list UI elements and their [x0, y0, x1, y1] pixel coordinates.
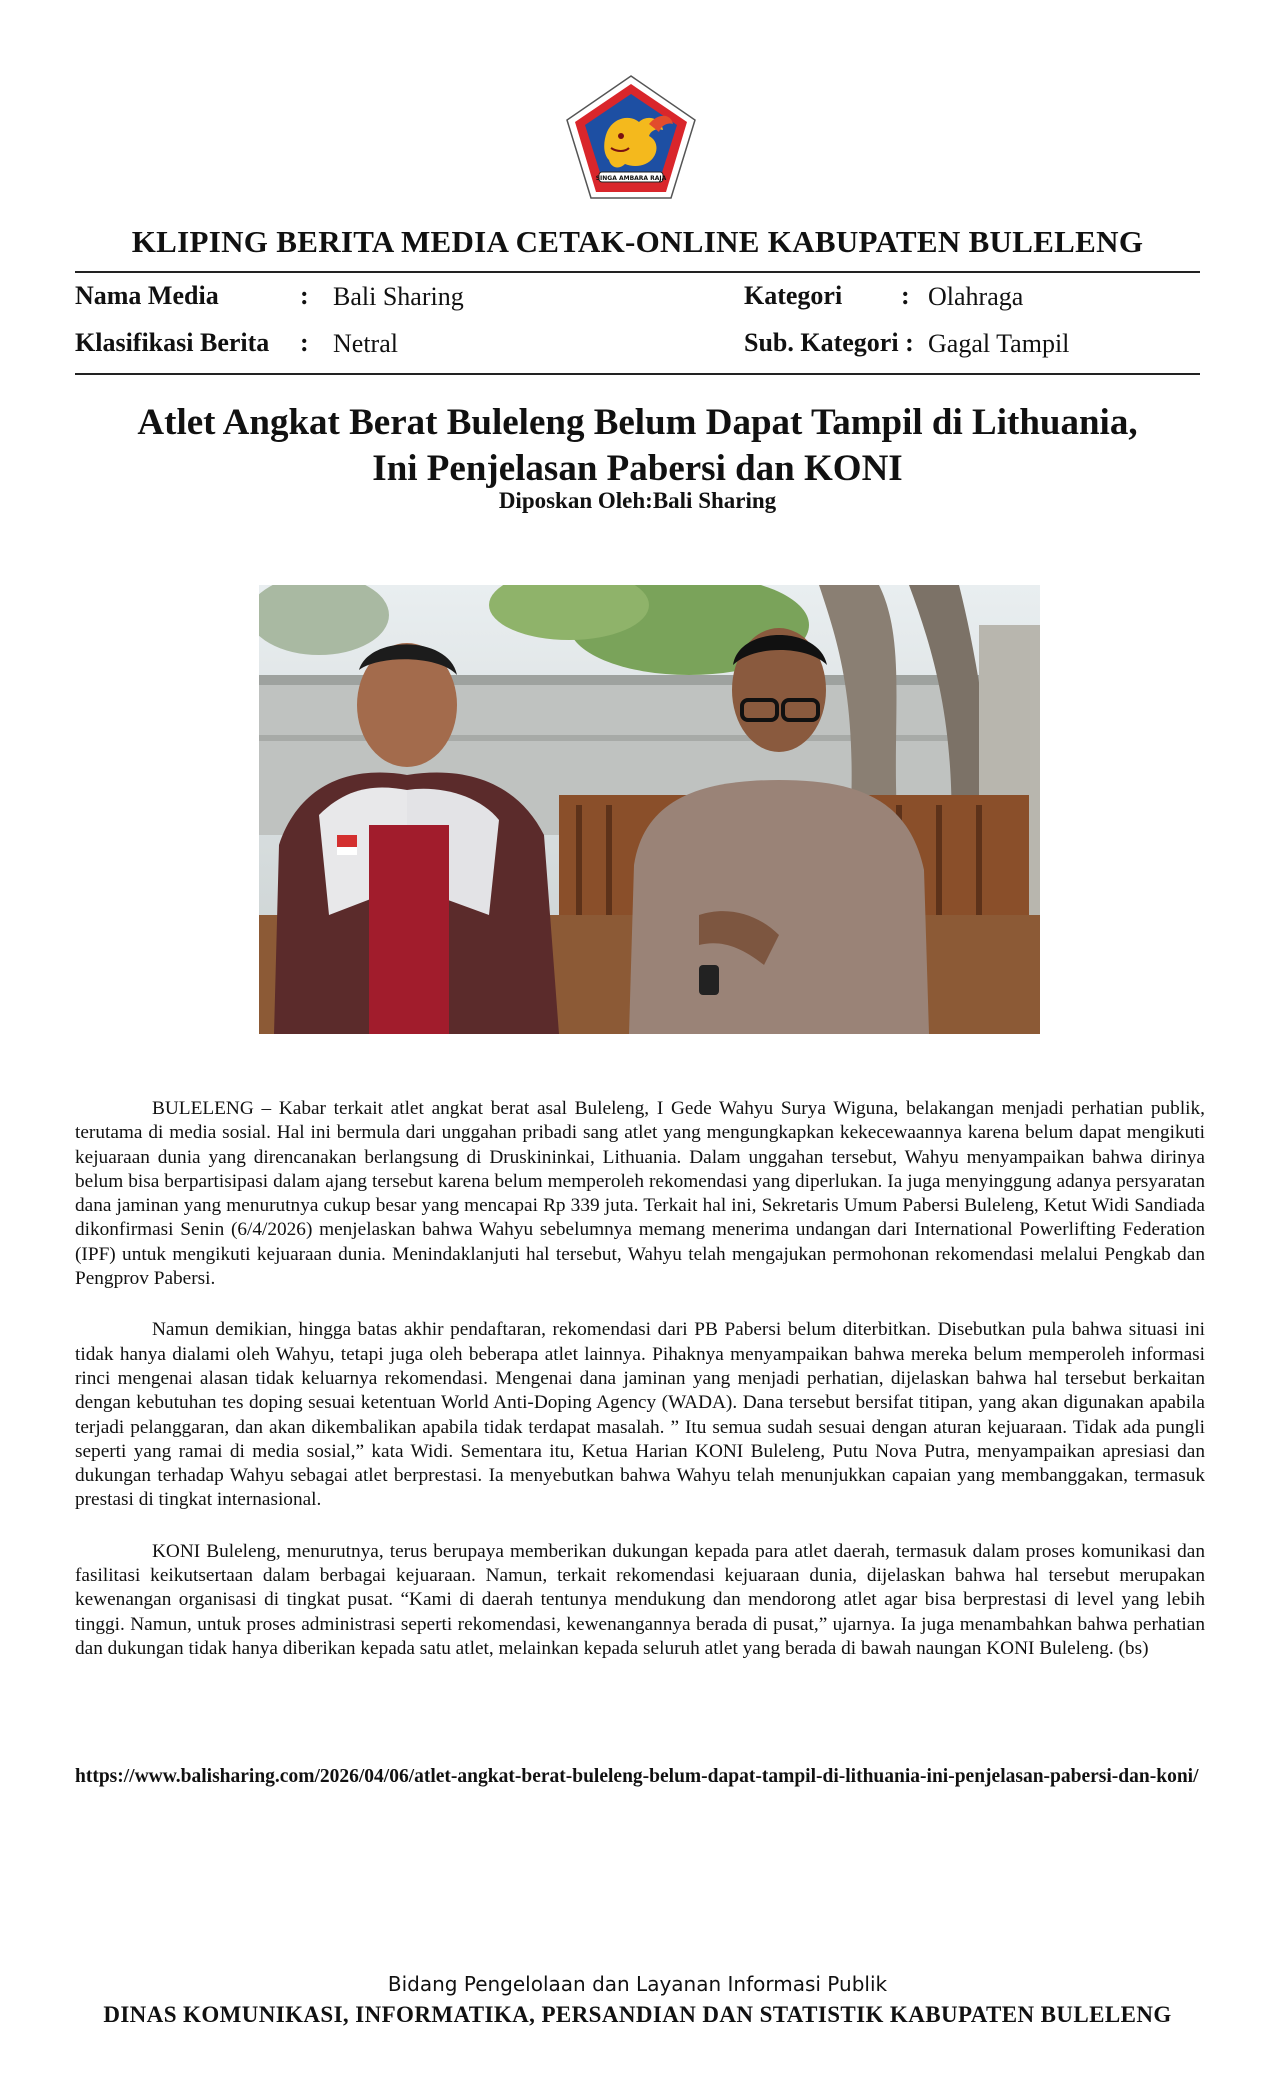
header-divider-top — [75, 271, 1200, 273]
kategori-label: Kategori — [744, 281, 843, 310]
nama-media-label: Nama Media — [75, 281, 219, 310]
klasifikasi-value: Netral — [333, 329, 398, 358]
sub-kategori-value: Gagal Tampil — [928, 329, 1070, 358]
nama-media-colon: : — [300, 281, 309, 310]
sub-kategori-label: Sub. Kategori : — [744, 328, 914, 357]
footer-agency: DINAS KOMUNIKASI, INFORMATIKA, PERSANDIAN DAN STATISTIK KABUPATEN BULELENG — [103, 2002, 1172, 2027]
article-paragraph-1: BULELENG – Kabar terkait atlet angkat berat asal Buleleng, I Gede Wahyu Surya Wiguna, belakangan menjadi perhatian publik, terutama di media sosial. Hal ini bermula dari unggahan pribadi sang atlet yang mengungkapkan kekecewaannya karena belum dapat mengikuti kejuaraan dunia yang direncanakan berlangsung di Druskininkai, Lithuania. Dalam unggahan tersebut, Wahyu menyampaikan bahwa dirinya belum bisa berpartisipasi dalam ajang tersebut karena belum memperoleh rekomendasi yang diperlukan. Ia juga menyinggung adanya persyaratan dana jaminan yang menurutnya cukup besar yang mencapai Rp 339 juta. Terkait hal ini, Sekretaris Umum Pabersi Buleleng, Ketut Widi Sandiada dikonfirmasi Senin (6/4/2026) menjelaskan bahwa Wahyu sebelumnya memang menerima undangan dari International Powerlifting Federation (IPF) untuk mengikuti kejuaraan dunia. Menindaklanjuti hal tersebut, Wahyu telah mengajukan permohonan rekomendasi melalui Pengkab dan Pengprov Pabersi. — [75, 1098, 1205, 1290]
kategori-colon: : — [901, 281, 910, 310]
article-photo — [259, 585, 1040, 1034]
kategori-value: Olahraga — [928, 282, 1024, 311]
header-divider-bottom — [75, 373, 1200, 375]
source-url-link[interactable]: https://www.balisharing.com/2026/04/06/atlet-angkat-berat-buleleng-belum-dapat-tampil-di-lithuania-ini-penjelasan-pabersi-dan-koni/ — [75, 1766, 1199, 1787]
buleleng-regency-logo — [563, 74, 699, 204]
document-title: KLIPING BERITA MEDIA CETAK-ONLINE KABUPATEN BULELENG — [131, 224, 1144, 259]
nama-media-value: Bali Sharing — [333, 282, 464, 311]
logo-motto: SINGA AMBARA RAJA — [595, 175, 667, 182]
headline-line-2: Ini Penjelasan Pabersi dan KONI — [372, 448, 903, 489]
klasifikasi-colon: : — [300, 328, 309, 357]
article-body — [75, 1097, 1205, 1688]
article-paragraph-3: KONI Buleleng, menurutnya, terus berupaya memberikan dukungan kepada para atlet daerah, termasuk dalam proses komunikasi dan fasilitasi keikutsertaan dalam berbagai kejuaraan. Namun, terkait rekomendasi kejuaraan dunia, dijelaskan bahwa hal tersebut merupakan kewenangan organisasi di tingkat pusat. “Kami di daerah tentunya mendukung dan mendorong atlet agar bisa berprestasi di level yang lebih tinggi. Namun, untuk proses administrasi seperti rekomendasi, kewenangannya berada di pusat,” ujarnya. Ia juga menambahkan bahwa perhatian dan dukungan tidak hanya diberikan kepada satu atlet, melainkan kepada seluruh atlet yang berada di bawah naungan KONI Buleleng. (bs) — [75, 1540, 1205, 1659]
article-headline — [75, 400, 1200, 492]
headline-line-1: Atlet Angkat Berat Buleleng Belum Dapat Tampil di Lithuania, — [137, 402, 1138, 443]
footer-department: Bidang Pengelolaan dan Layanan Informasi Publik — [387, 1972, 888, 1996]
article-byline: Diposkan Oleh:Bali Sharing — [498, 488, 777, 513]
klasifikasi-label: Klasifikasi Berita — [75, 328, 270, 357]
article-paragraph-2: Namun demikian, hingga batas akhir pendaftaran, rekomendasi dari PB Pabersi belum diterbitkan. Disebutkan pula bahwa situasi ini tidak hanya dialami oleh Wahyu, tetapi juga oleh beberapa atlet lainnya. Pihaknya menyampaikan bahwa mereka belum memperoleh informasi rinci mengenai alasan tidak keluarnya rekomendasi. Mengenai dana jaminan yang menjadi perhatian, dijelaskan bahwa hal tersebut berkaitan dengan kebutuhan tes doping sesuai ketentuan World Anti-Doping Agency (WADA). Dana tersebut bersifat titipan, yang akan digunakan apabila terjadi pelanggaran, dan akan dikembalikan apabila tidak terdapat masalah. ” Itu semua sudah sesuai dengan aturan kejuaraan. Tidak ada pungli seperti yang ramai di media sosial,” kata Widi. Sementara itu, Ketua Harian KONI Buleleng, Putu Nova Putra, menyampaikan apresiasi dan dukungan terhadap Wahyu sebagai atlet berprestasi. Ia menyebutkan bahwa Wahyu telah menunjukkan capaian yang membanggakan, termasuk prestasi di tingkat internasional. — [75, 1319, 1205, 1511]
